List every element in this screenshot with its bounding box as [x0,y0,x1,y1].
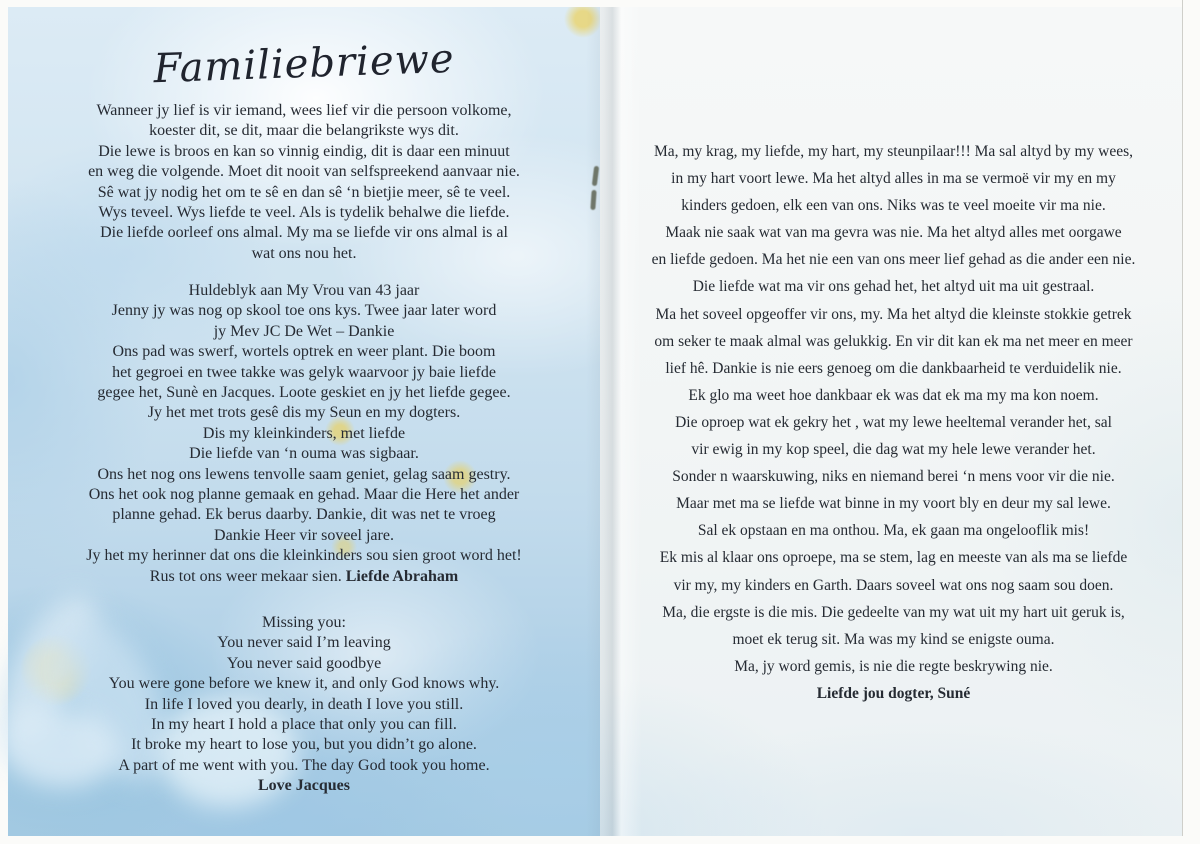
text-line: You were gone before we knew it, and only God knows why. [108,675,500,693]
text-line: planne gehad. Ek berus daarby. Dankie, dit was net te vroeg [112,506,496,524]
text-line: Sal ek opstaan en ma onthou. Ma, ek gaan ma ongelooflik mis! [697,522,1090,540]
text-line: Missing you: [261,614,346,631]
text-line: Ek glo ma weet hoe dankbaar ek was dat ek ma my ma kon noem. [688,386,1099,404]
text-line: Wys teveel. Wys liefde te veel. Als is tydelik behalwe die liefde. [98,204,510,222]
text-line: vir my, my kinders en Garth. Daars soveel wat ons nog saam sou doen. [673,576,1114,594]
text-line: Ma, jy word gemis, is nie die regte beskrywing nie. [734,657,1053,675]
text-line: Die liefde van ‘n ouma was sigbaar. [189,445,419,463]
missing-you-poem [34,613,574,797]
text-line: Sonder n waarskuwing, niks en niemand berei ‘n mens voor vir die nie. [672,468,1115,486]
text-line: Ek mis al klaar ons oproepe, ma se stem, lag en meeste van als ma se liefde [659,549,1128,567]
letter-signoff: Liefde jou dogter, Suné [816,684,971,702]
scan-edge [0,836,1200,844]
text-line: Ons het ook nog planne gemaak en gehad. Maar die Here het ander [88,486,520,504]
tribute-signoff-prefix: Rus tot ons weer mekaar sien. [149,567,346,585]
poem-signoff-line [34,776,574,796]
left-page [8,7,600,836]
text-line: Ons het nog ons lewens tenvolle saam geniet, gelag saam gestry. [97,465,511,483]
right-page [600,7,1183,836]
text-line: It broke my heart to lose you, but you didn’t go alone. [131,736,477,754]
text-line: Maak nie saak wat van ma gevra was nie. Ma het altyd alles met oorgawe [665,224,1122,242]
text-line: In my heart I hold a place that only you can fill. [151,716,457,734]
tribute-paragraph [34,281,574,587]
text-line: gegee het, Sunè en Jacques. Loote geskiet en jy het liefde gegee. [97,384,511,402]
text-line: en liefde gedoen. Ma het nie een van ons meer lief gehad as die ander een nie. [651,251,1136,269]
text-line: Sê wat jy nodig het om te sê en dan sê ‘n bietjie meer, sê te veel. [97,183,511,201]
daughter-letter [618,138,1169,707]
scan-edge [1182,0,1200,844]
text-line: Huldeblyk aan My Vrou van 43 jaar [188,282,420,299]
text-line: Ma het soveel opgeoffer vir ons, my. Ma het altyd die kleinste stokkie getrek [655,305,1132,323]
text-line: jy Mev JC De Wet – Dankie [213,322,395,340]
poem-signoff: Love Jacques [258,777,350,795]
text-line: in my hart voort lewe. Ma het altyd alles in ma se vermoë vir my en my [671,170,1116,188]
text-line: Ma, my krag, my liefde, my hart, my steunpilaar!!! Ma sal altyd by my wees, [653,143,1134,160]
text-line: kinders gedoen, elk een van ons. Niks was te veel moeite vir ma nie. [681,197,1106,215]
text-line: wat ons nou het. [251,244,357,262]
text-line: In life I loved you dearly, in death I love you still. [144,695,464,713]
text-line: Dankie Heer vir soveel jare. [214,526,394,544]
text-line: Jenny jy was nog op skool toe ons kys. Twee jaar later word [111,302,497,320]
page-title: Familiebriewe [152,35,456,93]
text-line: Die liefde wat ma vir ons gehad het, het altyd uit ma uit gestraal. [692,278,1095,296]
text-line: Wanneer jy lief is vir iemand, wees lief vir die persoon volkome, [96,102,512,119]
tribute-signoff-line [34,567,574,587]
text-line: Jy het met trots gesê dis my Seun en my dogters. [147,404,461,422]
text-line: Die oproep wat ek gekry het , wat my lewe heeltemal verander het, sal [675,413,1112,431]
text-line: Die lewe is broos en kan so vinnig eindig, dit is daar een minuut [98,142,510,160]
text-line: Die liefde oorleef ons almal. My ma se liefde vir ons almal is al [100,224,508,242]
text-line: A part of me went with you. The day God took you home. [118,756,490,774]
text-line: Dis my kleinkinders, met liefde [202,424,406,442]
text-line: moet ek terug sit. Ma was my kind se enigste ouma. [732,630,1055,648]
text-line: You never said I’m leaving [217,634,391,652]
tribute-signoff-name: Liefde Abraham [345,567,459,585]
text-line: en weg die volgende. Moet dit nooit van selfspreekend aanvaar nie. [88,163,520,181]
text-line: You never said goodbye [226,654,382,672]
text-line: Maar met ma se liefde wat binne in my voort bly en deur my sal lewe. [676,495,1111,513]
text-line: Ons pad was swerf, wortels optrek en weer plant. Die boom [112,343,496,361]
text-line: Ma, die ergste is die mis. Die gedeelte van my wat uit my hart uit geruk is, [662,603,1125,621]
text-line: het gegroei en twee takke was gelyk waarvoor jy baie liefde [112,363,496,381]
text-line: Jy het my herinner dat ons die kleinkinders sou sien groot word het! [86,547,522,565]
text-line: lief hê. Dankie is nie eers genoeg om die dankbaarheid te verduidelik nie. [665,359,1122,377]
text-line: om seker te maak almal was gelukkig. En vir dit kan ek ma net meer en meer [654,332,1133,350]
letter-signoff-line [618,680,1169,707]
intro-paragraph [34,101,574,264]
text-line: koester dit, se dit, maar die belangrikste wys dit. [149,122,459,140]
text-line: vir ewig in my kop speel, die dag wat my hele lewe verander het. [691,441,1096,459]
